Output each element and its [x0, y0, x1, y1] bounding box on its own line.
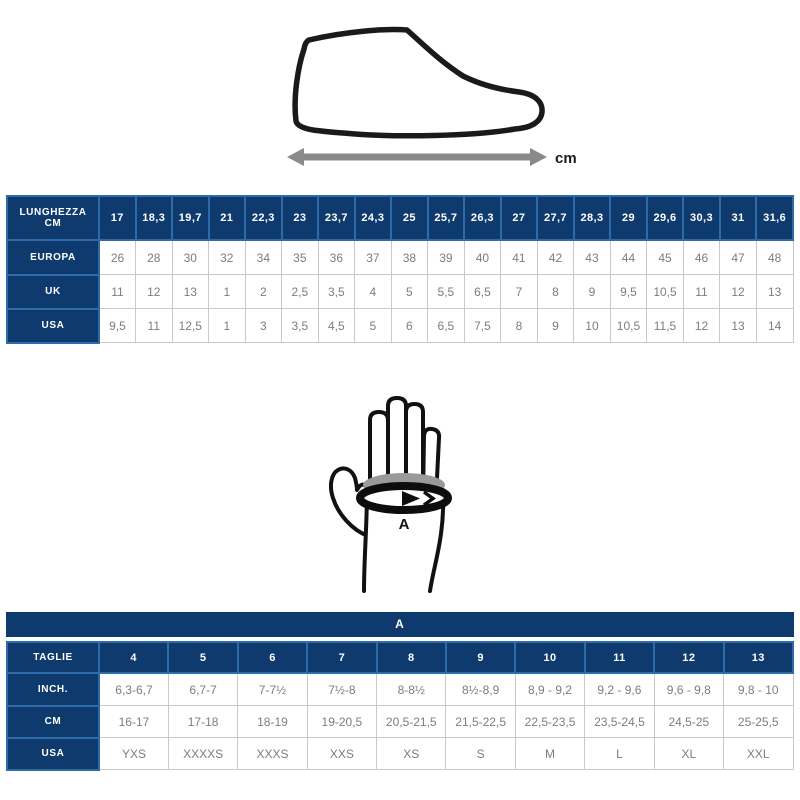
row-label: UK [7, 275, 99, 309]
size-value-cell: 4 [355, 275, 392, 309]
size-value-cell: 26 [99, 240, 136, 275]
size-value-cell: 36 [318, 240, 355, 275]
size-header-cell: 13 [724, 642, 793, 673]
row-label: USA [7, 738, 99, 770]
size-value-cell: 37 [355, 240, 392, 275]
size-value-cell: 4,5 [318, 309, 355, 343]
size-value-cell: 17-18 [168, 706, 237, 738]
size-value-cell: XXXS [238, 738, 307, 770]
size-value-cell: 11,5 [647, 309, 684, 343]
size-value-cell: 9 [574, 275, 611, 309]
size-value-cell: 13 [756, 275, 793, 309]
shoe-length-figure [283, 24, 583, 176]
size-value-cell: 7-7½ [238, 673, 307, 706]
size-value-cell: 6,5 [464, 275, 501, 309]
size-header-cell: 19,7 [172, 196, 209, 240]
size-value-cell: 7,5 [464, 309, 501, 343]
size-value-cell: 39 [428, 240, 465, 275]
size-value-cell: 12 [720, 275, 757, 309]
size-value-cell: 12 [136, 275, 173, 309]
size-value-cell: XL [654, 738, 723, 770]
size-header-cell: 31 [720, 196, 757, 240]
table-row [7, 673, 793, 706]
size-value-cell: 7½-8 [307, 673, 376, 706]
size-header-cell: 24,3 [355, 196, 392, 240]
row-label: USA [7, 309, 99, 343]
size-value-cell: 6,3-6,7 [99, 673, 168, 706]
size-value-cell: S [446, 738, 515, 770]
size-value-cell: 47 [720, 240, 757, 275]
size-value-cell: 25-25,5 [724, 706, 793, 738]
table-row [7, 706, 793, 738]
size-header-cell: 30,3 [683, 196, 720, 240]
size-value-cell: 23,5-24,5 [585, 706, 654, 738]
size-value-cell: 24,5-25 [654, 706, 723, 738]
row-label: EUROPA [7, 240, 99, 275]
table-row [7, 240, 793, 275]
size-header-cell: 8 [377, 642, 446, 673]
size-value-cell: 46 [683, 240, 720, 275]
size-header-cell: 5 [168, 642, 237, 673]
size-header-cell: 27,7 [537, 196, 574, 240]
size-value-cell: 9 [537, 309, 574, 343]
size-header-cell: 23,7 [318, 196, 355, 240]
size-value-cell: XXS [307, 738, 376, 770]
row-label: TAGLIE [7, 642, 99, 673]
row-label: CM [7, 706, 99, 738]
size-value-cell: 40 [464, 240, 501, 275]
size-header-cell: 29 [610, 196, 647, 240]
size-header-cell: 29,6 [647, 196, 684, 240]
circumference-band-icon [360, 473, 448, 510]
size-value-cell: 10 [574, 309, 611, 343]
size-value-cell: 13 [172, 275, 209, 309]
shoe-outline-path [295, 29, 542, 135]
hand-outline-icon [322, 386, 468, 602]
size-header-cell: 11 [585, 642, 654, 673]
size-header-cell: 17 [99, 196, 136, 240]
size-header-cell: 4 [99, 642, 168, 673]
size-value-cell: 14 [756, 309, 793, 343]
size-value-cell: 11 [136, 309, 173, 343]
glove-table-a-header: A [6, 612, 794, 637]
size-value-cell: 6,5 [428, 309, 465, 343]
size-value-cell: 28 [136, 240, 173, 275]
size-header-cell: 25 [391, 196, 428, 240]
size-header-cell: 22,3 [245, 196, 282, 240]
size-header-cell: 9 [446, 642, 515, 673]
glove-size-table [6, 641, 794, 771]
size-value-cell: 34 [245, 240, 282, 275]
size-value-cell: 44 [610, 240, 647, 275]
size-value-cell: 10,5 [610, 309, 647, 343]
size-value-cell: 43 [574, 240, 611, 275]
size-value-cell: 11 [683, 275, 720, 309]
size-value-cell: 10,5 [647, 275, 684, 309]
size-value-cell: 1 [209, 309, 246, 343]
table-row [7, 275, 793, 309]
shoe-size-table-section [6, 195, 794, 344]
size-value-cell: 35 [282, 240, 319, 275]
size-value-cell: 13 [720, 309, 757, 343]
size-value-cell: 41 [501, 240, 538, 275]
size-value-cell: 12,5 [172, 309, 209, 343]
table-row [7, 738, 793, 770]
row-label: INCH. [7, 673, 99, 706]
size-header-cell: 12 [654, 642, 723, 673]
size-value-cell: 8½-8,9 [446, 673, 515, 706]
size-value-cell: 9,5 [610, 275, 647, 309]
size-value-cell: 5 [391, 275, 428, 309]
size-value-cell: 5 [355, 309, 392, 343]
size-value-cell: 22,5-23,5 [515, 706, 584, 738]
size-value-cell: 6,7-7 [168, 673, 237, 706]
size-value-cell: 9,2 - 9,6 [585, 673, 654, 706]
size-value-cell: M [515, 738, 584, 770]
size-header-cell: 6 [238, 642, 307, 673]
size-header-cell: 18,3 [136, 196, 173, 240]
row-label: LUNGHEZZA CM [7, 196, 99, 240]
size-value-cell: 1 [209, 275, 246, 309]
size-value-cell: 12 [683, 309, 720, 343]
size-header-cell: 28,3 [574, 196, 611, 240]
size-value-cell: 48 [756, 240, 793, 275]
size-value-cell: 42 [537, 240, 574, 275]
size-value-cell: 8 [537, 275, 574, 309]
size-value-cell: 3 [245, 309, 282, 343]
size-value-cell: 45 [647, 240, 684, 275]
size-value-cell: XXL [724, 738, 793, 770]
size-header-cell: 21 [209, 196, 246, 240]
size-header-cell: 7 [307, 642, 376, 673]
size-value-cell: 18-19 [238, 706, 307, 738]
size-value-cell: 8 [501, 309, 538, 343]
cm-unit-label: cm [555, 150, 577, 167]
size-value-cell: 2,5 [282, 275, 319, 309]
size-value-cell: 32 [209, 240, 246, 275]
shoe-size-table [6, 195, 794, 344]
size-value-cell: 3,5 [318, 275, 355, 309]
size-value-cell: 8-8½ [377, 673, 446, 706]
size-header-cell: 26,3 [464, 196, 501, 240]
hand-circumference-figure [322, 386, 468, 602]
size-value-cell: 38 [391, 240, 428, 275]
size-value-cell: 16-17 [99, 706, 168, 738]
size-header-cell: 27 [501, 196, 538, 240]
size-value-cell: 7 [501, 275, 538, 309]
shoe-outline-icon [283, 24, 583, 176]
size-header-cell: 23 [282, 196, 319, 240]
size-header-cell: 31,6 [756, 196, 793, 240]
size-value-cell: 2 [245, 275, 282, 309]
size-value-cell: 19-20,5 [307, 706, 376, 738]
size-value-cell: 30 [172, 240, 209, 275]
table-row [7, 642, 793, 673]
table-row [7, 196, 793, 240]
size-value-cell: L [585, 738, 654, 770]
size-value-cell: XXXXS [168, 738, 237, 770]
size-value-cell: 11 [99, 275, 136, 309]
band-a-label: A [398, 516, 410, 533]
size-value-cell: 5,5 [428, 275, 465, 309]
table-row [7, 309, 793, 343]
glove-size-table-section [6, 612, 794, 771]
size-header-cell: 25,7 [428, 196, 465, 240]
size-header-cell: 10 [515, 642, 584, 673]
size-value-cell: XS [377, 738, 446, 770]
size-value-cell: 21,5-22,5 [446, 706, 515, 738]
size-value-cell: 20,5-21,5 [377, 706, 446, 738]
size-value-cell: YXS [99, 738, 168, 770]
size-value-cell: 3,5 [282, 309, 319, 343]
size-value-cell: 9,5 [99, 309, 136, 343]
length-measure-arrow-icon [287, 148, 547, 166]
size-value-cell: 6 [391, 309, 428, 343]
size-value-cell: 9,6 - 9,8 [654, 673, 723, 706]
size-value-cell: 9,8 - 10 [724, 673, 793, 706]
size-value-cell: 8,9 - 9,2 [515, 673, 584, 706]
